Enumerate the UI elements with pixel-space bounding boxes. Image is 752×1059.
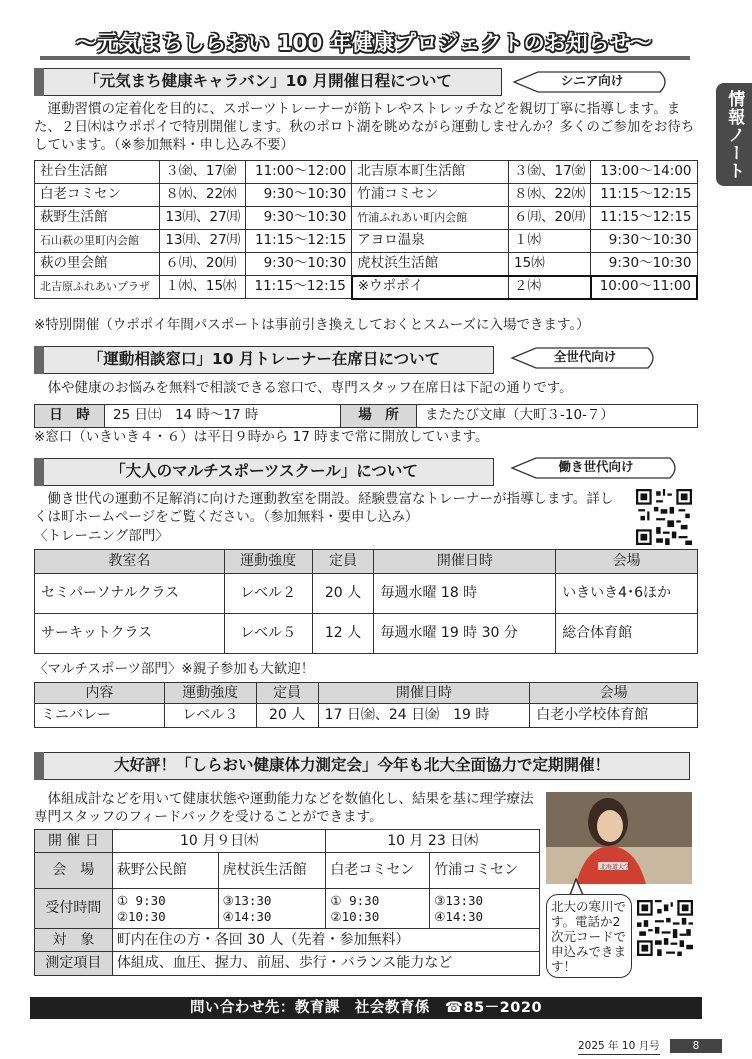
consult-info-table (34, 404, 698, 428)
schedule-time: 9:30～10:30 (591, 253, 697, 276)
caravan-schedule-table (34, 160, 698, 300)
side-tab-info-note[interactable]: 情報ノート (716, 83, 752, 186)
multi-division-label: 〈マルチスポーツ部門〉※親子参加も大歓迎！ (34, 661, 315, 677)
table-cell: 12 人 (312, 614, 374, 654)
fitness-venue-shiraoi: 白老コミセン (326, 853, 430, 889)
fitness-venue-takeura: 竹浦コミセン (430, 853, 540, 889)
table-cell: 総合体育館 (556, 614, 698, 654)
consult-date-label: 日 時 (35, 405, 105, 428)
table-cell: セミパーソナルクラス (35, 574, 225, 614)
consult-intro-text: 体や健康のお悩みを無料で相談できる窓口で、専門スタッフ在席日は下記の通りです。 (47, 380, 573, 396)
section-caravan-heading: 「元気まち健康キャラバン」10 月開催日程について (34, 68, 502, 96)
column-header: 教室名 (35, 550, 225, 574)
fitness-items-value: 体組成、血圧、握力、前屈、歩行・バランス能力など (112, 952, 539, 976)
schedule-row (35, 184, 698, 207)
column-header: 内容 (35, 683, 165, 704)
fitness-times-2 (218, 889, 326, 929)
schedule-time: 11:15～12:15 (246, 230, 352, 253)
fitness-venue-hagino: 萩野公民館 (112, 853, 218, 889)
schedule-time: 9:30～10:30 (246, 184, 352, 207)
time-slot: ④14:30 (222, 908, 272, 924)
column-header: 会場 (530, 683, 698, 704)
schedule-dates: ３㈮、17㈮ (160, 161, 246, 184)
tag-senior (512, 70, 672, 94)
fitness-target-value: 町内在住の方・各回 30 人（先着・参加無料） (112, 929, 539, 952)
fitness-qr-code[interactable] (637, 900, 693, 956)
schedule-dates: ８㈬、22㈬ (509, 184, 591, 207)
tag-working-generation (510, 456, 682, 480)
column-header: 運動強度 (224, 550, 312, 574)
time-slot: ②10:30 (116, 908, 166, 924)
time-slot: ③13:30 (434, 892, 484, 908)
column-header: 開催日時 (374, 550, 556, 574)
schedule-dates: ８㈬、22㈬ (160, 184, 246, 207)
consult-window-note: ※窓口（いきいき４・６）は平日９時から 17 時まで常に開放しています。 (34, 429, 489, 445)
time-slot: ②10:30 (330, 908, 380, 924)
consult-place-label: 場 所 (341, 405, 417, 428)
time-slot: ③13:30 (222, 892, 272, 908)
schedule-time: 9:30～10:30 (246, 253, 352, 276)
multisport-qr-code[interactable] (636, 489, 692, 545)
staff-photo-illustration (546, 792, 692, 884)
schedule-venue: 虎杖浜生活館 (352, 253, 509, 276)
schedule-dates: 13㈪、27㈪ (160, 230, 246, 253)
column-header: 定員 (312, 550, 374, 574)
schedule-venue: 萩野生活館 (35, 207, 160, 230)
table-cell: レベル５ (224, 614, 312, 654)
caravan-special-note: ※特別開催（ウポポイ年間パスポートは事前引き換えしておくとスムーズに入場できます。） (34, 317, 590, 333)
schedule-time: 11:00～12:00 (246, 161, 352, 184)
table-row (35, 704, 698, 728)
table-cell: レベル２ (224, 574, 312, 614)
schedule-row (35, 253, 698, 276)
table-cell: 17 日㈮、24 日㈮ 19 時 (318, 704, 530, 728)
schedule-row (35, 161, 698, 184)
tag-senior-label: シニア向け (560, 73, 624, 88)
multisport-intro-text: 働き世代の運動不足解消に向けた運動教室を開設。経験豊富なトレーナーが指導します。詳しくは町ホームページをご覧ください。（参加無料・要申し込み） (34, 491, 614, 525)
table-cell: サーキットクラス (35, 614, 225, 654)
schedule-row (35, 230, 698, 253)
training-table (34, 549, 698, 654)
schedule-venue: 北吉原本町生活館 (352, 161, 509, 184)
schedule-time: 9:30～10:30 (246, 207, 352, 230)
schedule-dates: ６㈪、20㈪ (160, 253, 246, 276)
staff-speech-bubble: 北大の寒川です。電話か2次元コードで申込みできます！ (546, 894, 632, 978)
schedule-venue: 竹浦コミセン (352, 184, 509, 207)
schedule-venue: 竹浦ふれあい町内会館 (352, 207, 509, 230)
column-header: 運動強度 (164, 683, 256, 704)
time-slot: ① 9:30 (116, 892, 166, 908)
schedule-dates: １㈬、15㈬ (160, 276, 246, 299)
table-cell: 20 人 (312, 574, 374, 614)
table-cell: 毎週水曜 19 時 30 分 (374, 614, 556, 654)
schedule-venue: アヨロ温泉 (352, 230, 509, 253)
fitness-times-4 (430, 889, 540, 929)
column-header: 会場 (556, 550, 698, 574)
time-slot: ④14:30 (434, 908, 484, 924)
fitness-test-intro-text: 体組成計などを用いて健康状態や運動能力などを数値化し、結果を基に理学療法専門スタッフのフィードバックを受けることができます。 (34, 791, 534, 825)
schedule-venue: ※ウポポイ (352, 276, 509, 299)
schedule-venue: 白老コミセン (35, 184, 160, 207)
tag-working-generation-label: 働き世代向け (558, 459, 634, 474)
time-slot: ① 9:30 (330, 892, 380, 908)
vest-text: 北海道大学 (600, 864, 631, 871)
schedule-time: 13:00～14:00 (591, 161, 697, 184)
column-header: 定員 (256, 683, 318, 704)
schedule-row (35, 276, 698, 299)
fitness-venue-kojohama: 虎杖浜生活館 (218, 853, 326, 889)
schedule-dates: ３㈮、17㈮ (509, 161, 591, 184)
schedule-dates: １㈬ (509, 230, 591, 253)
schedule-dates: ２㈭ (509, 276, 591, 299)
table-cell: 20 人 (256, 704, 318, 728)
table-cell: 毎週水曜 18 時 (374, 574, 556, 614)
row-label-reception-time: 受付時間 (35, 889, 113, 929)
schedule-row (35, 207, 698, 230)
schedule-time: 10:00～11:00 (591, 276, 697, 299)
schedule-venue: 社台生活館 (35, 161, 160, 184)
schedule-time: 11:15～12:15 (591, 207, 697, 230)
schedule-time: 11:15～12:15 (591, 184, 697, 207)
fitness-test-table (34, 829, 540, 976)
schedule-venue: 北吉原ふれあいプラザ (35, 276, 160, 299)
multi-table (34, 682, 698, 728)
schedule-venue: 萩の里会館 (35, 253, 160, 276)
schedule-time: 9:30～10:30 (591, 230, 697, 253)
table-cell: レベル３ (164, 704, 256, 728)
tag-all-generations-label: 全世代向け (553, 349, 617, 364)
consult-place-value: またたび文庫（大町３-10-７） (417, 405, 698, 428)
caravan-intro-text: 運動習慣の定着化を目的に、スポーツトレーナーが筋トレやストレッチなどを親切丁寧に指導します。また、２日㈭はウポポイで特別開催します。秋のポロト湖を眺めながら運動しませんか？多くのご参加をお待ちしています。（※参加無料・申し込み不要） (34, 101, 695, 153)
section-fitness-test-heading: 大好評！「しらおい健康体力測定会」今年も北大全面協力で定期開催！ (34, 752, 690, 780)
row-label-date: 開 催 日 (35, 830, 113, 853)
issue-date: 2025 年 10 月号 (578, 1040, 660, 1055)
column-header: 開催日時 (318, 683, 530, 704)
row-label-target: 対 象 (35, 929, 113, 952)
table-cell: いきいき4･6ほか (556, 574, 698, 614)
fitness-times-1 (112, 889, 218, 929)
page-number: 8 (670, 1039, 722, 1053)
table-row (35, 614, 698, 654)
row-label-items: 測定項目 (35, 952, 113, 976)
schedule-time: 11:15～12:15 (246, 276, 352, 299)
schedule-venue: 石山萩の里町内会館 (35, 230, 160, 253)
schedule-dates: ６㈪、20㈪ (509, 207, 591, 230)
fitness-times-3 (326, 889, 430, 929)
section-consult-heading: 「運動相談窓口」10 月トレーナー在席日について (34, 346, 494, 374)
page-banner-title: ～元気まちしらおい 100 年健康プロジェクトのお知らせ～ (76, 31, 652, 55)
row-label-venue: 会 場 (35, 853, 113, 889)
training-division-label: 〈トレーニング部門〉 (34, 528, 169, 544)
fitness-date-1: 10 月９日㈭ (112, 830, 326, 853)
schedule-dates: 15㈬ (509, 253, 591, 276)
section-multisport-heading: 「大人のマルチスポーツスクール」について (34, 458, 494, 486)
fitness-date-2: 10 月 23 日㈭ (326, 830, 540, 853)
table-cell: 白老小学校体育館 (530, 704, 698, 728)
schedule-dates: 13㈪、27㈪ (160, 207, 246, 230)
consult-date-value: 25 日㈯ 14 時～17 時 (105, 405, 341, 428)
table-row (35, 574, 698, 614)
table-cell: ミニバレー (35, 704, 165, 728)
contact-footer-bar: 問い合わせ先：教育課 社会教育係 ☎85－2020 (30, 997, 702, 1019)
tag-all-generations (510, 346, 660, 370)
staff-photo (546, 792, 692, 884)
